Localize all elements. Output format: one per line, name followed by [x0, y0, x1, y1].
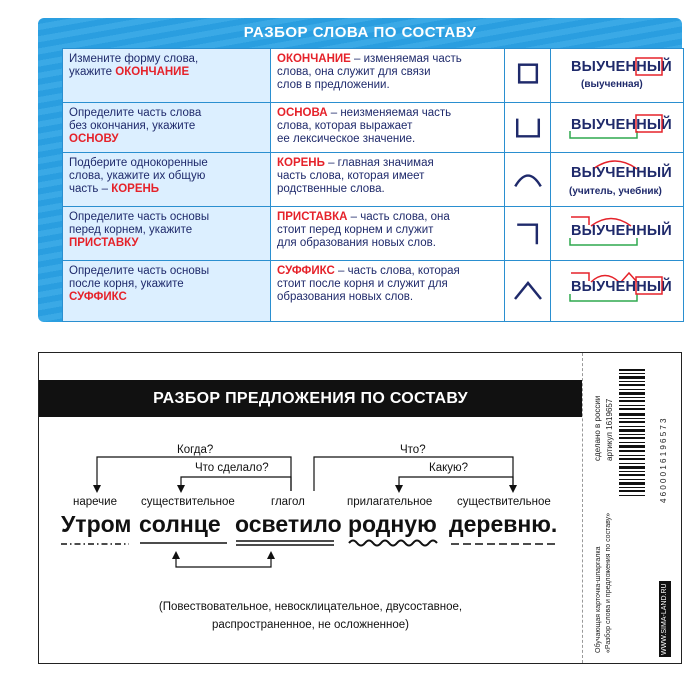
table-row [63, 153, 683, 207]
example-cell [551, 207, 683, 260]
instruction-term: ПРИСТАВКУ [69, 237, 139, 249]
definition-text: образования новых слов. [277, 291, 414, 303]
suffix-symbol-icon [505, 261, 551, 321]
table-row [63, 207, 683, 261]
definition-text: стоит перед корнем и служит [277, 224, 434, 236]
sentence-word: деревню. [449, 511, 558, 537]
made-in-label: сделано в россии [593, 395, 602, 461]
sentence-word: осветило [235, 511, 342, 537]
symbol-cell [505, 103, 551, 152]
instruction-text: Измените форму слова, [69, 53, 199, 65]
dependency-arrows-icon [39, 353, 582, 583]
product-subtitle: «Разбор слова и предложения по составу» [605, 512, 612, 653]
example-word: ВЫУЧЕННЫЙ [571, 223, 672, 239]
sentence-characteristics: (Повествовательное, невосклицательное, двусоставное, [158, 601, 463, 613]
instruction-text: перед корнем, укажите [69, 224, 193, 236]
example-word: ВЫУЧЕННЫЙ [571, 165, 672, 181]
instruction-text: без окончания, укажите [69, 120, 196, 132]
example-cell [551, 261, 683, 321]
definition-text: – часть слова, которая [334, 265, 460, 277]
definition-text: родственные слова. [277, 183, 385, 195]
part-of-speech-label: существительное [457, 496, 551, 508]
sentence-card-title: РАЗБОР ПРЕДЛОЖЕНИЯ ПО СОСТАВУ [39, 380, 582, 417]
example-subtext: (учитель, учебник) [569, 186, 662, 197]
ending-mark-icon [635, 57, 665, 77]
symbol-cell [505, 49, 551, 102]
symbol-cell [505, 207, 551, 260]
sentence-characteristics: распространенное, не осложненное) [212, 619, 409, 631]
definition-text: слова, она служит для связи [277, 66, 431, 78]
site-badge [659, 581, 671, 657]
root-symbol-icon [505, 153, 551, 206]
instruction-term: ОСНОВУ [69, 133, 119, 145]
example-cell [551, 153, 683, 206]
sentence-word: Утром [61, 511, 132, 537]
definition-text: – часть слова, она [347, 211, 450, 223]
tear-line [582, 353, 583, 663]
instruction-term: СУФФИКС [69, 291, 127, 303]
instruction-text: часть – КОРЕНЬ [69, 183, 160, 195]
example-word: ВЫУЧЕННЫЙ [571, 279, 672, 295]
part-of-speech-label: глагол [271, 496, 305, 508]
instruction-text: после корня, укажите [69, 278, 184, 290]
definition-text: для образования новых слов. [277, 237, 436, 249]
question-label: Когда? [177, 444, 214, 456]
term: ОСНОВА [277, 107, 328, 119]
instruction-cell [63, 207, 271, 260]
ending-symbol-icon [505, 49, 551, 102]
term: СУФФИКС [277, 265, 335, 277]
example-subtext: (выученная) [581, 79, 643, 90]
part-of-speech-label: существительное [141, 496, 235, 508]
product-info-strip [587, 353, 681, 663]
table-row [63, 49, 683, 103]
symbol-cell [505, 261, 551, 321]
site-url: WWW.SIMA-LAND.RU [661, 583, 668, 655]
ending-mark-icon [635, 114, 665, 134]
definition-text: ее лексическое значение. [277, 133, 416, 145]
table-row [63, 261, 683, 321]
barcode-digits: 4 6 0 0 0 1 6 1 9 6 5 7 3 [659, 418, 668, 503]
definition-cell [271, 49, 505, 102]
instruction-text: Определите часть основы [69, 211, 210, 223]
question-label: Что сделало? [195, 462, 269, 474]
instruction-cell [63, 103, 271, 152]
term: ПРИСТАВКА [277, 211, 348, 223]
instruction-cell [63, 153, 271, 206]
stem-symbol-icon [505, 103, 551, 152]
instruction-cell [63, 49, 271, 102]
question-label: Какую? [429, 462, 469, 474]
definition-cell [271, 261, 505, 321]
definition-text: – неизменяемая часть [327, 107, 452, 119]
example-word: ВЫУЧЕННЫЙ [571, 59, 672, 75]
symbol-cell [505, 153, 551, 206]
instruction-text: укажите ОКОНЧАНИЕ [69, 66, 190, 78]
definition-text: – главная значимая [324, 157, 434, 169]
ending-mark-icon [635, 276, 665, 296]
prefix-symbol-icon [505, 207, 551, 260]
term: ОКОНЧАНИЕ [277, 53, 351, 65]
stem-mark-icon [569, 292, 639, 304]
sentence-word: родную [348, 511, 437, 537]
definition-cell [271, 153, 505, 206]
instruction-text: Определите часть слова [69, 107, 202, 119]
definition-text: стоит после корня и служит для [277, 278, 448, 290]
instruction-text: Подберите однокоренные [69, 157, 208, 169]
definition-cell [271, 103, 505, 152]
part-of-speech-label: наречие [73, 496, 117, 508]
barcode-icon [617, 367, 657, 507]
instruction-text: слова, укажите их общую [69, 170, 206, 182]
word-card-title: РАЗБОР СЛОВА ПО СОСТАВУ [243, 24, 477, 41]
word-analysis-card [38, 18, 682, 322]
stem-mark-icon [569, 236, 639, 248]
word-analysis-table [62, 48, 684, 322]
product-name: Обучающая карточка-шпаргалка [595, 546, 602, 653]
question-label: Что? [400, 444, 426, 456]
sentence-analysis-card [38, 352, 682, 664]
instruction-cell [63, 261, 271, 321]
definition-text: часть слова, которая имеет [277, 170, 425, 182]
definition-text: слов в предложении. [277, 79, 390, 91]
example-word: ВЫУЧЕННЫЙ [571, 117, 672, 133]
definition-text: слова, которая выражает [277, 120, 413, 132]
article-number: артикул 1619657 [605, 398, 614, 461]
term: КОРЕНЬ [277, 157, 325, 169]
table-row [63, 103, 683, 153]
example-cell [551, 49, 683, 102]
part-of-speech-label: прилагательное [347, 496, 433, 508]
example-cell [551, 103, 683, 152]
sentence-word: солнце [139, 511, 221, 537]
definition-text: – изменяемая часть [350, 53, 462, 65]
definition-cell [271, 207, 505, 260]
instruction-text: Определите часть основы [69, 265, 210, 277]
stem-mark-icon [569, 129, 639, 141]
